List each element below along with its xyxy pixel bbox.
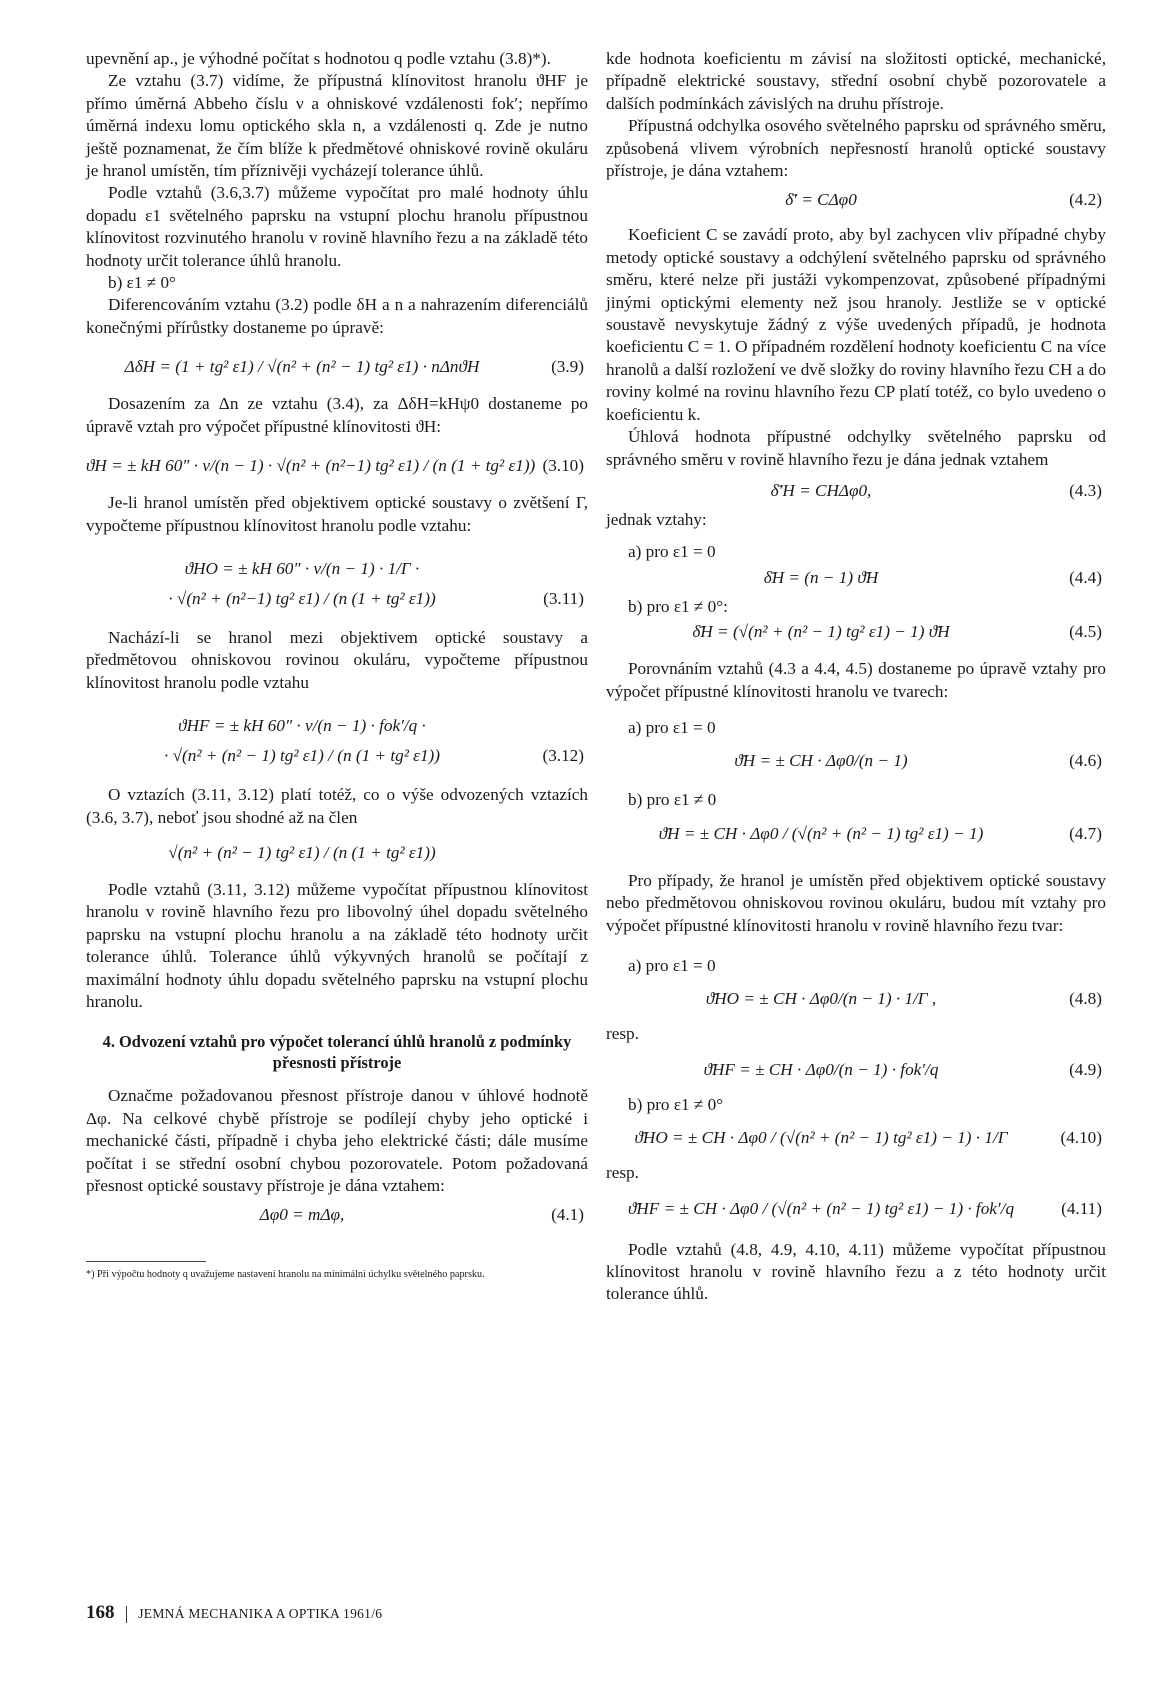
equation-body: δ̄H = (√(n² + (n² − 1) tg² ε1) − 1) ϑ̄H — [692, 622, 950, 642]
equation-body: δ̄H = (n − 1) ϑ̄H — [763, 567, 879, 587]
right-column — [606, 48, 1106, 1306]
equation-body: ϑ̄HO = ± CH · Δφ0 / (√(n² + (n² − 1) tg² ε1) − 1) · 1/Γ — [634, 1128, 1008, 1148]
equation-body: ϑ̄H = ± CH · Δφ0/(n − 1) — [734, 751, 908, 771]
paragraph: Podle vztahů (4.8, 4.9, 4.10, 4.11) můžeme vypočítat přípustnou klínovitost hranolu v rovině hlavního řezu a z této hodnoty určit tolerance úhlů. — [606, 1239, 1106, 1304]
equation-body: · √(n² + (n²−1) tg² ε1) / (n (1 + tg² ε1)) — [168, 588, 436, 608]
paragraph: jednak vztahy: — [606, 509, 707, 529]
equation-body: √(n² + (n² − 1) tg² ε1) / (n (1 + tg² ε1)) — [168, 842, 436, 862]
footer-divider — [126, 1606, 127, 1623]
journal-name: JEMNÁ MECHANIKA A OPTIKA 1961/6 — [138, 1606, 383, 1621]
paragraph: Diferencováním vztahu (3.2) podle δH a n a nahrazením diferenciálů konečnými přírůstky dostaneme po úpravě: — [86, 295, 588, 337]
paragraph: Přípustná odchylka osového světelného paprsku od správného směru, způsobená vlivem výrobních nepřesností hranolů optické soustavy přístroje, je dána vztahem: — [606, 116, 1106, 181]
paragraph: Podle vztahů (3.11, 3.12) můžeme vypočítat přípustnou klínovitost hranolu v rovině hlavního řezu pro libovolný úhel dopadu světelného paprsku na vstupní plochu hranolu a na základě této hodnoty určit tolerance úhlů. Tolerance úhlů výkyvných hranolů se počítají z maximální hodnoty úhlu dopadu světelného paprsku na vstupní plochu hranolu. — [86, 879, 588, 1011]
equation-4-6 — [606, 751, 1106, 771]
equation-number: (4.9) — [1069, 1059, 1102, 1079]
equation-body: ϑHO = ± kH 60″ · ν/(n − 1) · 1/Γ · — [184, 558, 420, 578]
equation-member — [86, 843, 588, 863]
equation-number: (4.7) — [1069, 823, 1102, 843]
equation-body: ϑ̄H = ± CH · Δφ0 / (√(n² + (n² − 1) tg² ε1) − 1) — [658, 823, 984, 843]
equation-number: (4.3) — [1069, 480, 1102, 500]
equation-number: (4.6) — [1069, 751, 1102, 771]
equation-number: (4.8) — [1069, 989, 1102, 1009]
paragraph: Podle vztahů (3.6,3.7) můžeme vypočítat pro malé hodnoty úhlu dopadu ε1 světelného paprsku na vstupní plochu hranolu přípustnou klínovitost rozvinutého hranolu v rovině hlavního řezu a na základě této hodnoty určit tolerance úhlů hranolu. — [86, 183, 588, 270]
equation-body: ϑH = ± kH 60″ · ν/(n − 1) · √(n² + (n²−1) tg² ε1) / (n (1 + tg² ε1)) — [86, 456, 536, 476]
equation-body: ΔδH = (1 + tg² ε1) / √(n² + (n² − 1) tg² ε1) · nΔnϑH — [124, 357, 480, 377]
equation-number: (4.1) — [551, 1205, 584, 1225]
equation-4-5 — [606, 622, 1106, 642]
equation-3-11-line2 — [86, 589, 588, 609]
equation-number: (4.5) — [1069, 622, 1102, 642]
equation-number: (4.2) — [1069, 190, 1102, 210]
equation-body: δ̄′H = CHΔφ0, — [770, 480, 872, 500]
equation-number: (4.11) — [1061, 1198, 1102, 1218]
paragraph: O vztazích (3.11, 3.12) platí totéž, co o výše odvozených vztazích (3.6, 3.7), neboť jsou shodné až na člen — [86, 785, 588, 827]
paragraph: upevnění ap., je výhodné počítat s hodnotou q podle vztahu (3.8)*). — [86, 49, 551, 68]
equation-body: ϑ̄HF = ± CH · Δφ0 / (√(n² + (n² − 1) tg² ε1) − 1) · fok′/q — [627, 1198, 1015, 1218]
equation-3-11-line1 — [86, 559, 588, 579]
equation-4-8 — [606, 989, 1106, 1009]
page-number: 168 — [86, 1602, 115, 1623]
resp-label: resp. — [606, 1163, 639, 1183]
equation-body: · √(n² + (n² − 1) tg² ε1) / (n (1 + tg² ε1)) — [164, 746, 440, 766]
paragraph: Je-li hranol umístěn před objektivem optické soustavy o zvětšení Γ, vypočteme přípustnou klínovitost hranolu podle vztahu: — [86, 493, 588, 535]
equation-number: (4.10) — [1060, 1128, 1102, 1148]
equation-body: ϑ̄HO = ± CH · Δφ0/(n − 1) · 1/Γ , — [705, 989, 937, 1009]
equation-3-12-line2 — [86, 746, 588, 766]
equation-4-9 — [606, 1060, 1106, 1080]
equation-body: δ̄′ = CΔφ0 — [785, 190, 857, 210]
equation-number: (3.10) — [542, 456, 584, 476]
equation-4-10 — [606, 1128, 1106, 1148]
equation-number: (3.12) — [542, 746, 584, 766]
equation-number: (4.4) — [1069, 567, 1102, 587]
paragraph: Úhlová hodnota přípustné odchylky světelného paprsku od správného směru v rovině hlavního řezu je dána jednak vztahem — [606, 427, 1106, 469]
footnote-divider — [86, 1261, 206, 1262]
equation-body: ϑ̄HF = ± CH · Δφ0/(n − 1) · fok′/q — [703, 1059, 939, 1079]
paragraph: Ze vztahu (3.7) vidíme, že přípustná klínovitost hranolu ϑHF je přímo úměrná Abbeho číslu ν a ohniskové vzdálenosti fok′; nepřímo úměrná indexu lomu optického skla n, a vzdálenosti q. Zde je nutno ještě poznamenat, že čím blíže k předmětové ohniskové rovině okuláru je hranol umístěn, tím příznivěji vycházejí tolerance úhlů. — [86, 71, 588, 181]
equation-number: (3.9) — [551, 357, 584, 377]
case-label: a) pro ε1 = 0 — [628, 717, 716, 737]
paragraph: kde hodnota koeficientu m závisí na složitosti optické, mechanické, případně elektrické soustavy, střední osobní chybě pozorovatele a dalších podmínkách závislých na druhu přístroje. — [606, 49, 1106, 113]
left-column — [86, 48, 588, 1281]
paragraph: Označme požadovanou přesnost přístroje danou v úhlové hodnotě Δφ. Na celkové chybě přístroje se podílejí chyby jeho optické i mechanické části, případně i chyba jeho elektrické části; dále musíme počítat i se střední osobní chybou pozorovatele. Potom požadovaná přesnost optické soustavy přístroje je dána vztahem: — [86, 1086, 588, 1195]
paragraph: Porovnáním vztahů (4.3 a 4.4, 4.5) dostaneme po úpravě vztahy pro výpočet přípustné klínovitosti hranolu ve tvarech: — [606, 659, 1106, 701]
equation-4-7 — [606, 824, 1106, 844]
paragraph: Koeficient C se zavádí proto, aby byl zachycen vliv případné chyby metody optické soustavy a odchýlení světelného paprsku od správného směru, které nelze při justáži vykompenzovat, způsobené případnými jinými optickými elementy než jsou hranoly. Jestliže se v optické soustavě nevyskytuje žádný z výše uvedených případů, je hodnota koeficientu C = 1. O případném rozdělení hodnoty koeficientu C na více hranolů a další rozložení ve dvě složky do roviny hlavního řezu CH a do roviny kolmé na rovinu hlavního řezu CP platí totéž, co bylo uvedeno o koeficientu k. — [606, 225, 1106, 424]
equation-4-3 — [606, 481, 1106, 501]
equation-body: Δφ0 = mΔφ, — [259, 1205, 345, 1225]
equation-3-12-line1 — [86, 716, 588, 736]
case-label: b) pro ε1 ≠ 0° — [628, 1094, 724, 1114]
equation-4-2 — [606, 190, 1106, 210]
case-label: a) pro ε1 = 0 — [628, 542, 716, 562]
case-label: b) ε1 ≠ 0° — [108, 273, 176, 293]
paragraph: Nachází-li se hranol mezi objektivem optické soustavy a předmětovou ohniskovou rovinou okuláru, vypočteme přípustnou klínovitost hranolu podle vztahu — [86, 627, 588, 692]
equation-4-11 — [606, 1199, 1106, 1219]
equation-4-1 — [86, 1205, 588, 1225]
footnote: *) Při výpočtu hodnoty q uvažujeme nastavení hranolu na minimální úchylku světelného paprsku. — [86, 1269, 485, 1281]
case-label: b) pro ε1 ≠ 0°: — [628, 596, 728, 616]
resp-label: resp. — [606, 1024, 639, 1044]
section-heading: 4. Odvození vztahů pro výpočet tolerancí úhlů hranolů z podmínky přesnosti přístroje — [102, 1032, 572, 1073]
equation-3-9 — [86, 357, 588, 377]
equation-body: ϑHF = ± kH 60″ · ν/(n − 1) · fok′/q · — [178, 716, 426, 736]
case-label: b) pro ε1 ≠ 0 — [628, 790, 717, 810]
equation-3-10 — [86, 456, 588, 476]
equation-4-4 — [606, 568, 1106, 588]
paragraph: Pro případy, že hranol je umístěn před objektivem optické soustavy nebo předmětovou ohniskovou rovinou okuláru, budou mít vztahy pro výpočet přípustné klínovitosti hranolu v rovině hlavního řezu tvar: — [606, 870, 1106, 935]
page-footer — [86, 1602, 382, 1624]
case-label: a) pro ε1 = 0 — [628, 955, 716, 975]
paragraph: Dosazením za Δn ze vztahu (3.4), za ΔδH=kHψ0 dostaneme po úpravě vztah pro výpočet přípustné klínovitosti ϑH: — [86, 394, 588, 436]
equation-number: (3.11) — [543, 588, 584, 608]
